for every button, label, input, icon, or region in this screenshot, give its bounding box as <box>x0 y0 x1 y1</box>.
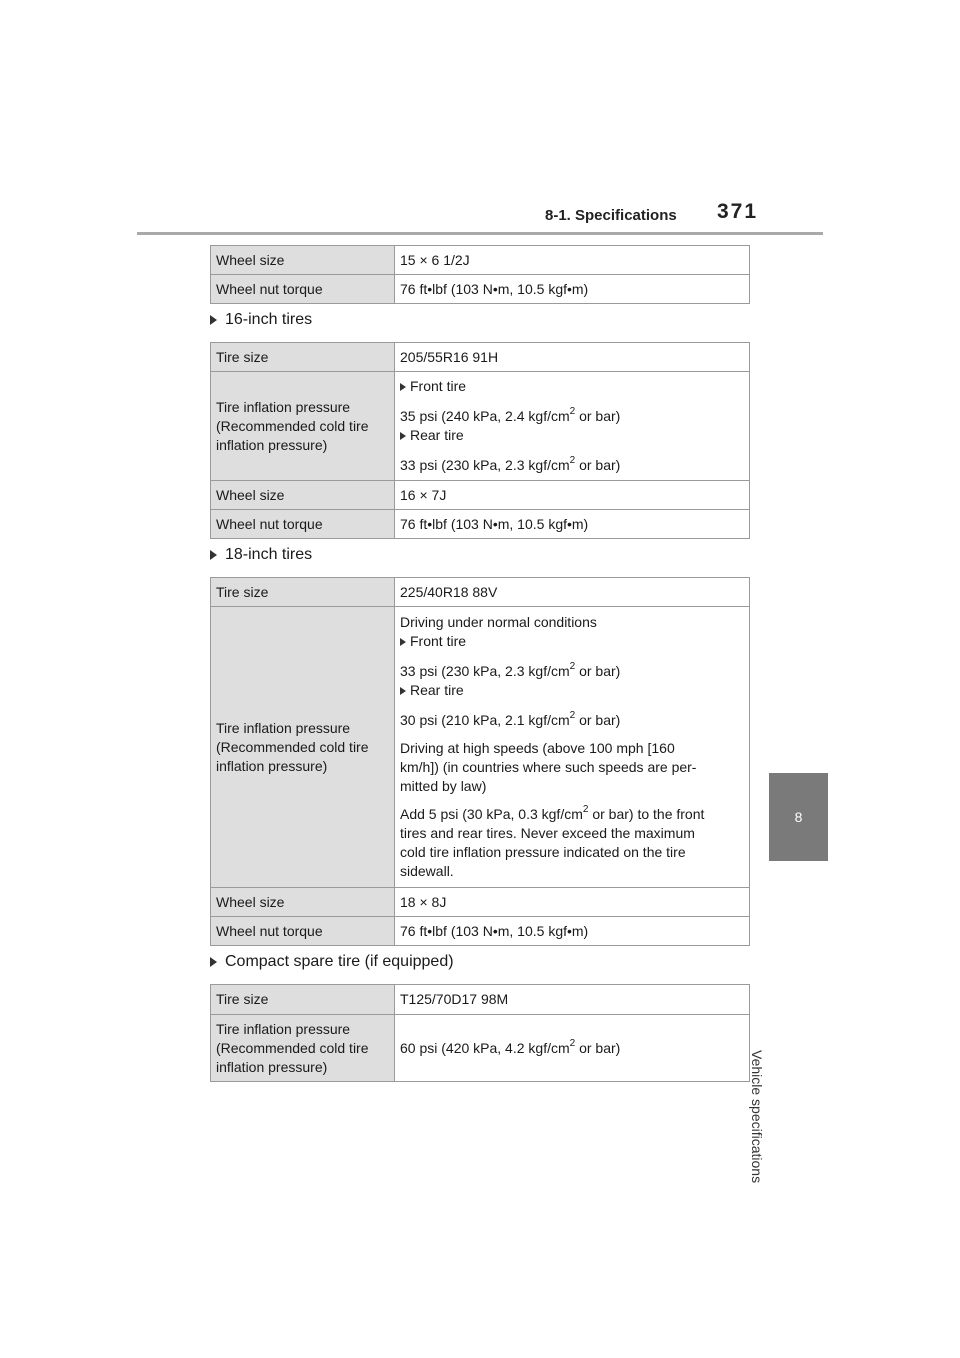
spec-table-16-inch <box>210 342 750 539</box>
tire-pressure-label: Tire inflation pressure (Recommended cold tire inflation pressure) <box>211 1015 395 1082</box>
rear-tire-subheading: Rear tire <box>400 681 744 700</box>
table-row <box>211 1015 750 1082</box>
tire-size-value: 225/40R18 88V <box>395 578 750 607</box>
table-row <box>211 985 750 1015</box>
high-speed-instruction-text: Add 5 psi (30 kPa, 0.3 kgf/$cm^2$ or bar) to the front tires and rear tires. Never exceed the maximum cold tire inflation pressure indicated on the tire sidewall. <box>400 804 705 879</box>
heading-18-inch-tires: 18-inch tires <box>210 546 312 564</box>
section-title: 8-1. Specifications <box>545 207 677 224</box>
triangle-bullet-icon <box>210 550 217 560</box>
triangle-bullet-icon <box>400 687 406 695</box>
wheel-size-label: Wheel size <box>211 246 395 275</box>
wheel-nut-torque-value: 76 ft•lbf (103 N•m, 10.5 kgf•m) <box>395 510 750 539</box>
tire-pressure-value <box>395 607 750 888</box>
spec-table-spare <box>210 984 750 1082</box>
chapter-title: Vehicle specifications <box>749 1050 765 1184</box>
triangle-bullet-icon <box>400 638 406 646</box>
table-row <box>211 510 750 539</box>
wheel-nut-torque-value: 76 ft•lbf (103 N•m, 10.5 kgf•m) <box>395 917 750 946</box>
wheel-nut-torque-value: 76 ft•lbf (103 N•m, 10.5 kgf•m) <box>395 275 750 304</box>
wheel-size-label: Wheel size <box>211 481 395 510</box>
heading-16-inch-tires: 16-inch tires <box>210 311 312 329</box>
tire-size-value: 205/55R16 91H <box>395 343 750 372</box>
table-row <box>211 888 750 917</box>
wheel-nut-torque-label: Wheel nut torque <box>211 917 395 946</box>
tire-size-label: Tire size <box>211 343 395 372</box>
wheel-size-value: 18 × 8J <box>395 888 750 917</box>
table-row <box>211 917 750 946</box>
wheel-size-value: 15 × 6 1/2J <box>395 246 750 275</box>
rear-tire-pressure: 30 psi (210 kPa, 2.1 kgf/$cm^2$ or bar) <box>400 710 621 728</box>
table-row <box>211 275 750 304</box>
front-tire-subheading: Front tire <box>400 377 744 396</box>
triangle-bullet-icon <box>400 383 406 391</box>
header-divider <box>137 232 823 235</box>
chapter-number: 8 <box>794 809 803 825</box>
tire-pressure-label: Tire inflation pressure (Recommended cold tire inflation pressure) <box>211 372 395 481</box>
wheel-size-label: Wheel size <box>211 888 395 917</box>
wheel-nut-torque-label: Wheel nut torque <box>211 275 395 304</box>
triangle-bullet-icon <box>210 957 217 967</box>
heading-compact-spare-tire: Compact spare tire (if equipped) <box>210 953 454 971</box>
tire-size-label: Tire size <box>211 985 395 1015</box>
wheel-nut-torque-label: Wheel nut torque <box>211 510 395 539</box>
table-row <box>211 246 750 275</box>
table-row <box>211 481 750 510</box>
spec-table-18-inch <box>210 577 750 946</box>
tire-pressure-value: 60 psi (420 kPa, 4.2 kgf/$cm^2$ or bar) <box>395 1015 750 1082</box>
table-row <box>211 343 750 372</box>
table-row <box>211 372 750 481</box>
chapter-tab[interactable] <box>769 773 828 861</box>
rear-tire-subheading: Rear tire <box>400 426 744 445</box>
tire-pressure-label: Tire inflation pressure (Recommended cold tire inflation pressure) <box>211 607 395 888</box>
tire-size-value: T125/70D17 98M <box>395 985 750 1015</box>
table-row <box>211 578 750 607</box>
wheel-size-value: 16 × 7J <box>395 481 750 510</box>
front-tire-pressure: 33 psi (230 kPa, 2.3 kgf/$cm^2$ or bar) <box>400 661 621 679</box>
tire-pressure-value <box>395 372 750 481</box>
triangle-bullet-icon <box>400 432 406 440</box>
triangle-bullet-icon <box>210 315 217 325</box>
table-row <box>211 607 750 888</box>
high-speed-conditions-text: Driving at high speeds (above 100 mph [160 km/h]) (in countries where such speeds are per- mitted by law) <box>400 740 697 794</box>
front-tire-pressure: 35 psi (240 kPa, 2.4 kgf/$cm^2$ or bar) <box>400 406 621 424</box>
front-tire-subheading: Front tire <box>400 632 744 651</box>
normal-conditions-text: Driving under normal conditions <box>400 614 597 630</box>
spec-table-15-inch <box>210 245 750 304</box>
page-number: 371 <box>717 200 759 223</box>
tire-size-label: Tire size <box>211 578 395 607</box>
rear-tire-pressure: 33 psi (230 kPa, 2.3 kgf/$cm^2$ or bar) <box>400 455 621 473</box>
